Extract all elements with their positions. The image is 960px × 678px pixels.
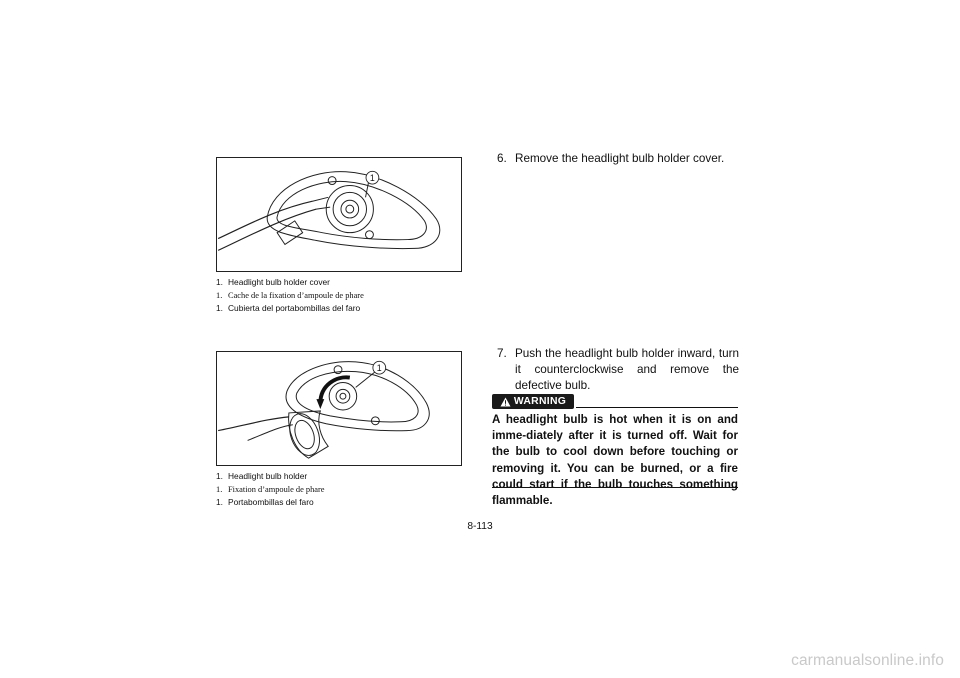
caption-text: Fixation d’ampoule de phare (228, 485, 325, 494)
warning-rule (576, 407, 738, 408)
figure-bulb-holder (216, 351, 462, 466)
step-6 (497, 151, 739, 167)
step-text: Remove the headlight bulb holder cover. (515, 152, 725, 165)
warning-triangle-icon (500, 397, 511, 407)
caption-text: Cache de la fixation d’ampoule de phare (228, 291, 364, 300)
caption-number: 1. (216, 277, 223, 287)
step-7 (497, 346, 739, 394)
caption-en (216, 276, 466, 289)
caption-fr (216, 483, 466, 496)
step-number: 7. (497, 347, 507, 360)
warning-end-rule (492, 487, 738, 488)
caption-number: 1. (216, 497, 223, 507)
caption-text: Headlight bulb holder (228, 471, 308, 481)
caption-number: 1. (216, 471, 223, 481)
figure2-callout: 1 (376, 363, 382, 374)
figure-bulb-holder-cover (216, 157, 462, 272)
step-text: Push the headlight bulb holder inward, turn it counterclockwise and remove the defective bulb. (515, 347, 739, 392)
page-number: 8-113 (467, 521, 493, 532)
warning-header (492, 394, 738, 410)
figure1-callout: 1 (369, 173, 375, 184)
caption-text: Headlight bulb holder cover (228, 277, 330, 287)
figure2-captions (216, 470, 466, 509)
caption-number: 1. (216, 303, 223, 313)
watermark: carmanualsonline.info (791, 652, 944, 669)
caption-number: 1. (216, 485, 223, 494)
illustration-headlight-housing (217, 158, 461, 271)
caption-number: 1. (216, 291, 223, 300)
step-number: 6. (497, 152, 507, 165)
warning-text: A headlight bulb is hot when it is on and imme-diately after it is turned off. Wait for the bulb to cool down before touching or removing it. You can be burned, or a fire could start if the bulb touches something flammable. (492, 413, 738, 508)
caption-text: Portabombillas del faro (228, 497, 314, 507)
warning-label: WARNING (513, 396, 567, 407)
caption-text: Cubierta del portabombillas del faro (228, 303, 361, 313)
warning-badge (492, 394, 574, 409)
caption-es (216, 496, 466, 509)
caption-en (216, 470, 466, 483)
caption-es (216, 302, 466, 315)
illustration-bulb-removal (217, 352, 461, 465)
figure1-captions (216, 276, 466, 315)
caption-fr (216, 289, 466, 302)
